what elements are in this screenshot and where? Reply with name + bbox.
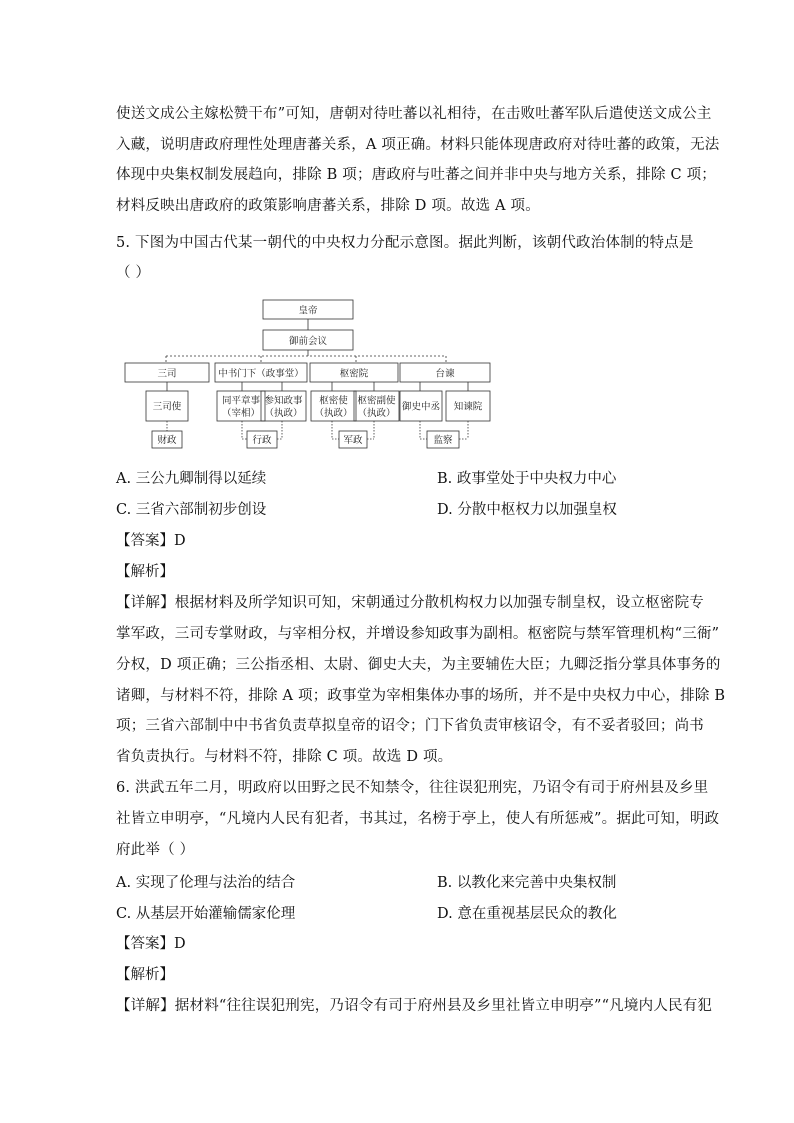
branch-label: 三司 bbox=[157, 368, 177, 380]
sub-office-label-line2: （宰相） bbox=[221, 408, 261, 419]
sub-office-label-line1: 枢密使 bbox=[319, 395, 348, 407]
question-6-stem: 府此举（ ） bbox=[116, 842, 195, 858]
question-5-stem: 5. 下图为中国古代某一朝代的中央权力分配示意图。据此判断，该朝代政治体制的特点是 bbox=[116, 235, 694, 251]
power-distribution-diagram bbox=[118, 296, 498, 452]
branch-label: 台谏 bbox=[435, 368, 455, 380]
detail-line: 诸卿，与材料不符，排除 A 项；政事堂为宰相集体办事的场所，并不是中央权力中心，排除 B bbox=[116, 688, 726, 704]
text-line: 入藏，说明唐政府理性处理唐蕃关系，A 项正确。材料只能体现唐政府对待吐蕃的政策，无法 bbox=[116, 137, 720, 153]
branch-label: 中书门下（政事堂） bbox=[218, 368, 304, 380]
council-label: 御前会议 bbox=[288, 336, 328, 347]
emperor-label: 皇帝 bbox=[298, 305, 318, 317]
text-line: 体现中央集权制发展趋向，排除 B 项；唐政府与吐蕃之间并非中央与地方关系，排除 C 项； bbox=[116, 167, 716, 183]
option-b[interactable]: B. 政事堂处于中央权力中心 bbox=[437, 471, 617, 487]
option-b[interactable]: B. 以教化来完善中央集权制 bbox=[437, 875, 617, 891]
detail-line: 省负责执行。与材料不符，排除 C 项。故选 D 项。 bbox=[116, 749, 453, 765]
detail-line: 分权，D 项正确；三公指丞相、太尉、御史大夫，为主要辅佐大臣；九卿泛指分掌具体事务的 bbox=[116, 657, 721, 673]
sub-office-label-line2: （执政） bbox=[357, 408, 396, 419]
option-d[interactable]: D. 分散中枢权力以加强皇权 bbox=[437, 502, 617, 518]
area-label: 监察 bbox=[433, 435, 453, 446]
question-5-stem: （ ） bbox=[116, 265, 151, 281]
sub-office-label-line1: 参知政事 bbox=[264, 395, 303, 407]
option-c[interactable]: C. 三省六部制初步创设 bbox=[116, 502, 267, 518]
answer-label: 【答案】D bbox=[116, 936, 186, 952]
sub-office-label-line2: （执政） bbox=[264, 408, 303, 419]
question-6-stem: 6. 洪武五年二月，明政府以田野之民不知禁令，往往误犯刑宪，乃诏令有司于府州县及乡里 bbox=[116, 780, 709, 796]
text-line: 使送文成公主嫁松赞干布”可知，唐朝对待吐蕃以礼相待，在击败吐蕃军队后遣使送文成公主 bbox=[116, 106, 712, 122]
answer-label: 【答案】D bbox=[116, 533, 186, 549]
detail-line: 【详解】据材料“往往误犯刑宪，乃诏令有司于府州县及乡里社皆立申明亭”“凡境内人民有犯 bbox=[116, 998, 713, 1014]
sub-office-label-line1: 枢密副使 bbox=[357, 395, 396, 407]
sub-office-label: 知谏院 bbox=[453, 401, 483, 413]
option-a[interactable]: A. 三公九卿制得以延续 bbox=[116, 471, 267, 487]
analysis-label: 【解析】 bbox=[116, 967, 174, 983]
text-line: 材料反映出唐政府的政策影响唐蕃关系，排除 D 项。故选 A 项。 bbox=[116, 198, 540, 214]
area-label: 行政 bbox=[252, 435, 272, 446]
detail-line: 掌军政，三司专掌财政，与宰相分权，并增设参知政事为副相。枢密院与禁军管理机构“三衙” bbox=[116, 626, 720, 642]
sub-office-label: 御史中丞 bbox=[401, 401, 441, 413]
option-a[interactable]: A. 实现了伦理与法治的结合 bbox=[116, 875, 296, 891]
sub-office-label-line1: 同平章事 bbox=[221, 395, 261, 407]
question-6-stem: 社皆立申明亭，“凡境内人民有犯者，书其过，名榜于亭上，使人有所惩戒”。据此可知，明政 bbox=[116, 811, 720, 827]
area-label: 财政 bbox=[157, 435, 177, 446]
sub-office-label-line2: （执政） bbox=[314, 408, 353, 419]
detail-line: 项；三省六部制中中书省负责草拟皇帝的诏令；门下省负责审核诏令，有不妥者驳回；尚书 bbox=[116, 718, 704, 734]
option-c[interactable]: C. 从基层开始灌输儒家伦理 bbox=[116, 906, 296, 922]
option-d[interactable]: D. 意在重视基层民众的教化 bbox=[437, 906, 617, 922]
branch-label: 枢密院 bbox=[339, 368, 369, 380]
area-label: 军政 bbox=[343, 435, 363, 446]
sub-office-label: 三司使 bbox=[152, 401, 182, 413]
analysis-label: 【解析】 bbox=[116, 564, 174, 580]
detail-line: 【详解】根据材料及所学知识可知，宋朝通过分散机构权力以加强专制皇权，设立枢密院专 bbox=[116, 595, 704, 611]
